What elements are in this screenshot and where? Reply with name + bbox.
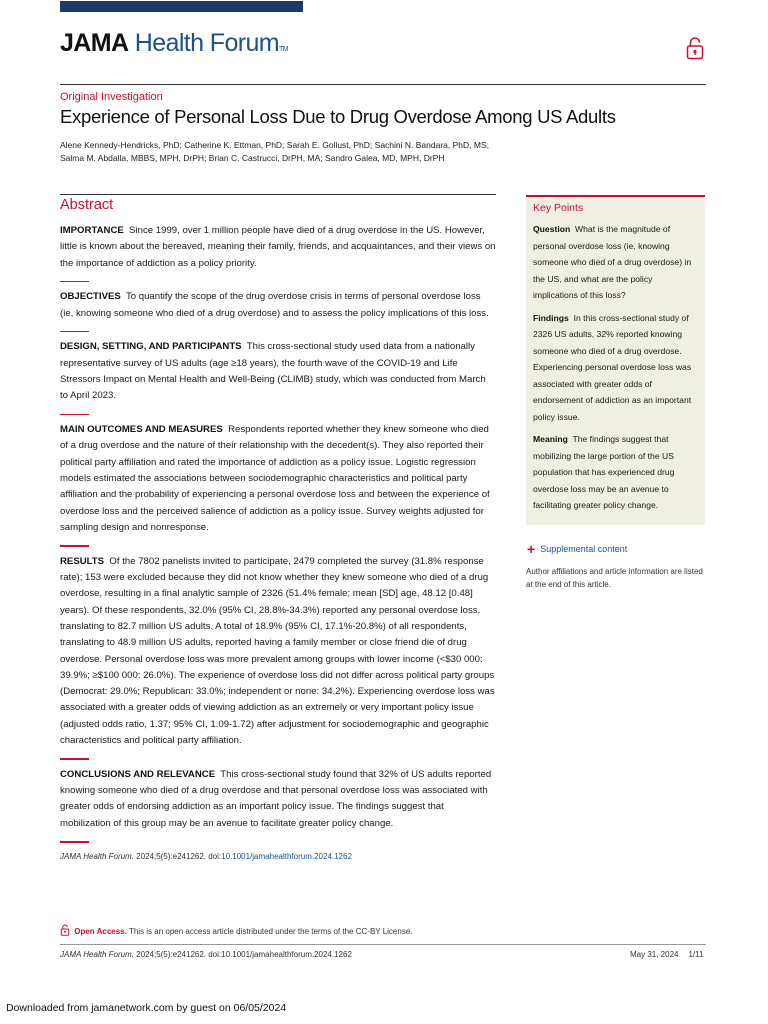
importance-label: IMPORTANCE [60,225,124,236]
footer-date: May 31, 2024 [630,950,679,959]
abstract-results [60,554,496,750]
abstract-outcomes [60,422,496,536]
objectives-label: OBJECTIVES [60,291,121,303]
section-divider [60,331,89,333]
key-points-question [533,221,698,304]
abstract-rule [60,194,496,195]
outcomes-text: Respondents reported whether they knew someone who died of a drug overdose and the nature of their relationship with the decedent(s). They also reported their political party affiliation and rated the importance of addiction as a policy issue. Logistic regression models estimated the associations between sociodemographic characteristics and political party affiliation and the probability of experiencing a personal overdose loss and between the experience of overdose loss and the perceived salience of addiction as a policy issue. Survey weights adjusted for sampling design and nonresponse. [60,424,490,533]
meaning-text: The findings suggest that mobilizing the large portion of the US population that has experienced drug overdose loss may be an avenue to facilitating greater policy change. [533,434,675,510]
doi-link[interactable]: 10.1001/jamahealthforum.2024.1262 [221,851,352,861]
supplemental-label: Supplemental content [540,544,628,554]
download-watermark: Downloaded from jamanetwork.com by guest on 06/05/2024 [6,1002,287,1014]
section-divider [60,758,89,760]
footer-ref: 2024;5(5):e241262. doi:10.1001/jamahealthforum.2024.1262 [133,950,352,959]
section-divider [60,281,89,283]
open-access-lock-icon [686,36,704,65]
citation [60,852,496,861]
findings-text: In this cross-sectional study of 2326 US adults, 32% reported knowing someone who died of a drug overdose. Experiencing personal overdose loss was associated with greater odds of endorsement of addiction as an important policy issue. [533,312,692,422]
design-text: This cross-sectional study used data from a nationally representative survey of US adults (age ≥18 years), the fourth wave of the COVID-19 and Life Stressors Impact on Mental Health and Well-Being (CLIMB) study, which was conducted from March to April 2023. [60,341,486,402]
abstract-objectives [60,289,496,322]
abstract-importance [60,223,496,272]
findings-label: Findings [533,312,569,323]
abstract-heading: Abstract [60,197,114,213]
abstract-section [60,194,496,861]
outcomes-label: MAIN OUTCOMES AND MEASURES [60,424,223,436]
question-text: What is the magnitude of personal overdose loss (ie, knowing someone who died of a drug overdose) in the US, and what are the policy implications of this loss? [533,224,692,300]
article-type: Original Investigation [60,91,163,103]
journal-name-bold: JAMA [60,29,129,57]
affiliations-note: Author affiliations and article information are listed at the end of this article. [526,567,703,589]
question-label: Question [533,224,571,234]
key-points-box [526,195,705,525]
open-access-text: This is an open access article distributed under the terms of the CC-BY License. [126,927,413,936]
key-points-meaning [533,431,698,514]
citation-ref: 2024;5(5):e241262. doi: [133,851,222,861]
design-label: DESIGN, SETTING, AND PARTICIPANTS [60,341,242,353]
section-divider [60,414,89,416]
citation-journal: JAMA Health Forum. [60,851,134,861]
key-points-title: Key Points [533,202,584,214]
footer-rule [60,944,706,945]
author-list: Alene Kennedy-Hendricks, PhD; Catherine K. Ettman, PhD; Sarah E. Gollust, PhD; Sachini N. Bandara, PhD, MS; Salma M. Abdalla, MBBS, MPH, DrPH; Brian C. Castrucci, DrPH, MA; Sandro Galea, MD, MPH, DrPH [60,140,489,163]
conclusions-text: This cross-sectional study found that 32% of US adults reported knowing someone who died of a drug overdose and that personal overdose loss was associated with greater odds of endorsing addiction as an important policy issue. The findings suggest that mobilization of this group may be an avenue to facilitate greater policy change. [60,768,492,829]
page-number: 1/11 [688,950,704,959]
journal-name-rest: Health Forum [128,29,280,57]
abstract-conclusions [60,767,496,832]
results-label: RESULTS [60,555,105,567]
header-rule [60,84,706,85]
open-access-statement [60,924,412,936]
objectives-text: To quantify the scope of the drug overdose crisis in terms of personal overdose loss (ie, knowing someone who died of a drug overdose) and to assess the policy implications of this loss. [60,291,489,319]
footer-date-page [630,950,703,959]
key-points-findings [533,310,698,426]
journal-logo[interactable] [60,29,288,58]
open-access-label: Open Access. [74,927,127,936]
conclusions-label: CONCLUSIONS AND RELEVANCE [60,768,216,780]
section-divider [60,841,89,843]
trademark-mark: TM [279,46,288,53]
abstract-design [60,339,496,404]
footer-citation [60,950,352,959]
footer-journal: JAMA Health Forum. [60,950,134,959]
importance-text: Since 1999, over 1 million people have died of a drug overdose in the US. However, little is known about the bereaved, meaning their family, friends, and acquaintances, and their views on the importance of addiction as a policy priority. [60,225,496,269]
section-divider [60,545,89,547]
open-access-icon [60,924,70,936]
journal-header-bar [60,1,303,12]
results-text: Of the 7802 panelists invited to participate, 2479 completed the survey (31.8% response rate); 153 were excluded because they did not know whether they knew someone who died of a drug overdose, resulting in a final analytic sample of 2326 (51.4% female; mean [SD] age, 48.12 [0.48] years). Of these respondents, 32.0% (95% CI, 28.8%-34.3%) reported any personal overdose loss, translating to 82.7 million US adults. A total of 18.9% (95% CI, 17.1%-20.8%) of all respondents, translating to 48.9 million US adults, reported having a family member or close friend die of drug overdose. Personal overdose loss was more prevalent among groups with lower income (<$30 000: 39.9%; ≥$100 000: 26.0%). The experience of overdose loss did not differ across political party groups (Democrat: 29.0%; Republican: 33.0%; independent or none: 34.2%). Experiencing overdose loss was associated with a greater odds of viewing addiction as an extremely or very important policy issue (adjusted odds ratio, 1.37; 95% CI, 1.09-1.72) after adjustment for sociodemographic and geographic characteristics and political party affiliation. [60,555,495,747]
supplemental-content-link[interactable] [527,541,627,557]
meaning-label: Meaning [533,434,568,444]
article-title: Experience of Personal Loss Due to Drug Overdose Among US Adults [60,106,616,127]
plus-icon: + [527,541,536,557]
